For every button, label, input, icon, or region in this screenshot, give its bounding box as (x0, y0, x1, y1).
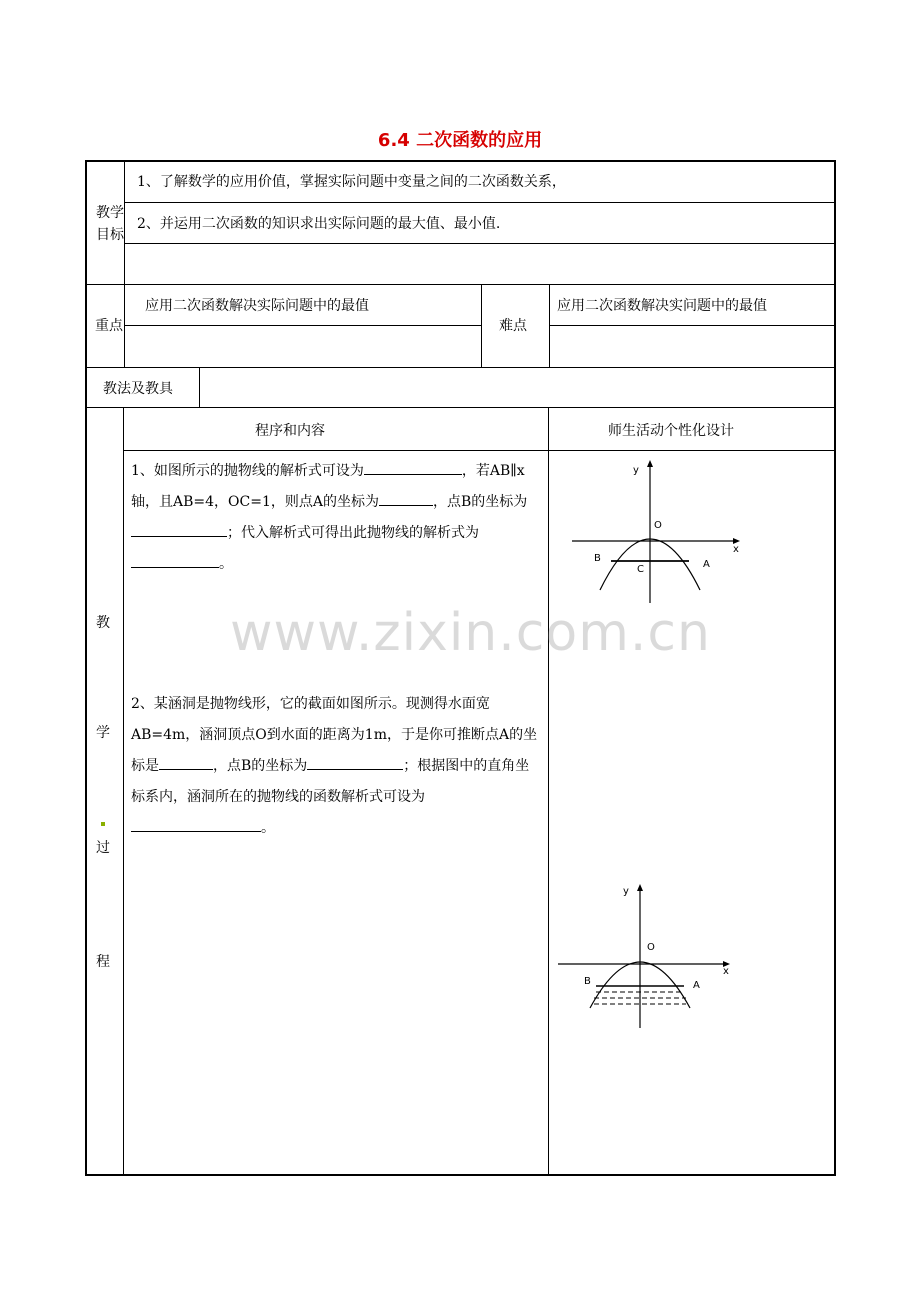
page-title: 6.4 二次函数的应用 (377, 130, 543, 151)
divider (548, 407, 549, 1176)
question-1 (131, 456, 543, 580)
question-2-text: 2、某涵洞是抛物线形，它的截面如图所示。现测得水面宽AB=4m，涵洞顶点O到水面的距离为1m，于是你可推断点A的坐标是 (131, 696, 538, 774)
key-text: 应用二次函数解决实际问题中的最值 (145, 298, 369, 314)
goal-item-1: 1、了解数学的应用价值，掌握实际问题中变量之间的二次函数关系， (137, 174, 566, 190)
question-1-text: 1、如图所示的抛物线的解析式可设为 (131, 463, 364, 479)
label-a: A (703, 559, 710, 570)
divider (124, 202, 836, 203)
difficulty-label: 难点 (499, 318, 527, 334)
question-2-text: 。 (261, 820, 275, 836)
question-1-text: ；代入解析式可得出此抛物线的解析式为 (227, 525, 479, 541)
divider (124, 284, 125, 367)
activity-column-header: 师生活动个性化设计 (608, 423, 734, 439)
divider (124, 325, 481, 326)
answer-blank[interactable] (131, 521, 227, 537)
label-o: O (647, 942, 655, 953)
label-b: B (584, 976, 591, 987)
divider (87, 407, 836, 408)
parabola-figure-1 (560, 458, 750, 608)
goal-item-2: 2、并运用二次函数的知识求出实际问题的最大值、最小值. (137, 216, 501, 232)
label-c: C (637, 564, 644, 575)
divider (87, 284, 836, 285)
goals-label: 教学目标 (96, 205, 124, 243)
label-y: y (633, 465, 639, 476)
answer-blank[interactable] (307, 754, 403, 770)
question-1-text: ，点B的坐标为 (432, 494, 528, 510)
bullet-mark (101, 822, 105, 826)
divider (199, 367, 200, 407)
divider (124, 243, 836, 244)
process-label-char-2: 学 (96, 725, 110, 741)
process-label-char-1: 教 (96, 615, 110, 631)
question-2-text: ；根据图中的直角坐标系内，涵洞所在的抛物线的函数解析式可设为 (131, 758, 530, 805)
divider (549, 325, 836, 326)
question-2 (131, 689, 543, 844)
key-label: 重点 (95, 318, 123, 334)
watermark: www.zixin.com.cn (230, 603, 711, 663)
culvert-figure (550, 880, 740, 1030)
divider (549, 284, 550, 367)
answer-blank[interactable] (131, 816, 261, 832)
label-b: B (594, 553, 601, 564)
label-o: O (654, 520, 662, 531)
divider (481, 284, 482, 367)
question-1-text: 。 (219, 556, 233, 572)
label-a: A (693, 980, 700, 991)
content-column-header: 程序和内容 (255, 423, 325, 439)
label-x: x (733, 544, 739, 555)
difficulty-text: 应用二次函数解决实问题中的最值 (557, 298, 767, 314)
process-label-char-3: 过 (96, 840, 110, 856)
label-y: y (623, 886, 629, 897)
question-2-text: ，点B的坐标为 (213, 758, 308, 774)
y-axis-arrow (637, 884, 643, 891)
answer-blank[interactable] (131, 552, 219, 568)
y-axis-arrow (647, 460, 653, 467)
answer-blank[interactable] (159, 754, 213, 770)
process-label-char-4: 程 (96, 954, 110, 970)
divider (123, 407, 124, 1176)
answer-blank[interactable] (379, 490, 433, 506)
divider (124, 450, 836, 451)
methods-label: 教法及教具 (103, 381, 173, 397)
answer-blank[interactable] (364, 459, 462, 475)
label-x: x (723, 966, 729, 977)
question-1-text: ，若AB∥x轴，且AB=4，OC=1，则点A的坐标为 (131, 463, 525, 510)
